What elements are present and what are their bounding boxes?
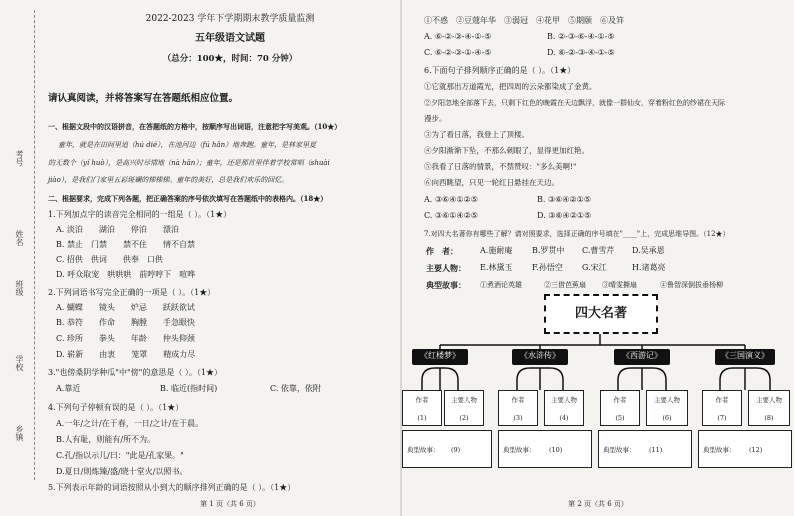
- option: C. 依靠，依附: [270, 384, 321, 393]
- character-option: G.宋江: [582, 263, 607, 272]
- passage-line: jiào），是我们门家里五彩斑斓的梯梯梯。童年的美好，总是我们欢乐的回忆。: [48, 176, 289, 184]
- author-box-label: 作者: [613, 396, 627, 404]
- option: B. 临近(指时间): [160, 384, 218, 393]
- answer-blank[interactable]: (3): [513, 414, 523, 422]
- author-box-label: 作者: [415, 396, 429, 404]
- author-box-label: 作者: [715, 396, 729, 404]
- school-label: 学校: [15, 355, 24, 371]
- option: B. 禁止 门禁 禁不住 情不自禁: [56, 240, 195, 249]
- character-box-label: 主要人物: [551, 396, 577, 404]
- option: A. 蝴蝶 镜头 炉忌 跃跃欲试: [56, 303, 195, 312]
- option: C. 珍所 拳头 年龄 仲头仰颈: [56, 334, 195, 343]
- sentence: ⑤我看了日落的情景，不禁赞叹："多么美啊!": [424, 162, 577, 171]
- option: A.一年/之计/在于春，一日/之计/在于晨。: [56, 419, 204, 428]
- center-node: 四大名著: [544, 294, 658, 334]
- question-6: 6.下面句子排列顺序正确的是（ ）。（1★）: [424, 66, 576, 75]
- exam-meta: （总分：100★，时间：70 分钟）: [162, 54, 298, 64]
- character-box-label: 主要人物: [756, 396, 782, 404]
- page-footer: 第 2 页（共 6 页）: [568, 500, 628, 508]
- sentence: ⑥向西眺望，只见一轮红日悬挂在天边。: [424, 178, 559, 187]
- section-two-heading: 二、根据要求，完成下列各题，把正确答案的序号依次填写在答题纸中的表格内。（18★）: [48, 194, 328, 203]
- instruction: 请认真阅读，并将答案写在答题纸相应位置。: [48, 93, 239, 104]
- option: D. 崭新 由衷 笼罩 精成力尽: [56, 350, 196, 359]
- class-label: 班级: [15, 280, 24, 296]
- story-box-label: 典型故事：: [407, 446, 440, 454]
- option: C.孔/指以示儿/曰："此是/孔家果。": [56, 451, 184, 460]
- exam-number-label: 考号: [15, 150, 24, 166]
- binding-margin: [4, 150, 38, 480]
- story-option: ③晴雯撕扇: [602, 281, 637, 289]
- question-4: 4.下列句子停顿有误的是（ ）。（1★）: [48, 403, 184, 412]
- character-option: H.诸葛亮: [632, 263, 666, 272]
- answer-blank[interactable]: (1): [417, 414, 427, 422]
- answer-blank[interactable]: (12): [749, 446, 763, 454]
- story-box-label: 典型故事：: [603, 446, 636, 454]
- option: B. 恭符 作命 胸膛 手急眼快: [56, 318, 195, 327]
- author-box: [702, 390, 742, 426]
- story-box-label: 典型故事：: [503, 446, 536, 454]
- author-box: [402, 390, 442, 426]
- story-box: [402, 430, 492, 468]
- story-option: ①煮酒论英雄: [480, 281, 522, 289]
- story-box: [598, 430, 692, 468]
- author-box: [600, 390, 640, 426]
- sentence: ③为了看日落，我登上了顶楼。: [424, 130, 529, 139]
- answer-blank[interactable]: (9): [451, 446, 461, 454]
- sentence: ④夕阳渐渐下坠，不那么刺眼了，显得更加红艳。: [424, 146, 589, 155]
- seal-line: [34, 10, 35, 480]
- character-option: F.孙悟空: [532, 263, 563, 272]
- author-option: A.施耐庵: [480, 246, 513, 255]
- option: C. ③⑥①④②⑤: [424, 211, 478, 220]
- character-option: E.林黛玉: [480, 263, 513, 272]
- author-box-label: 作者: [511, 396, 525, 404]
- authors-label: 作 者：: [426, 246, 458, 256]
- book-title-node: 《水浒传》: [512, 349, 568, 365]
- option: C. ⑥-②-③-①-④-⑤: [424, 48, 492, 57]
- question-1: 1.下列加点字的读音完全相同的一组是（ ）。（1★）: [48, 210, 232, 219]
- option: B.人有耻，则能有/所不为。: [56, 435, 156, 444]
- option: B. ③⑥④②①⑤: [537, 195, 591, 204]
- character-box: [444, 390, 484, 426]
- answer-blank[interactable]: (11): [649, 446, 663, 454]
- story-box: [498, 430, 592, 468]
- character-box-label: 主要人物: [654, 396, 680, 404]
- answer-blank[interactable]: (7): [717, 414, 727, 422]
- passage-line: 童年，就是在田间里追（hú dié），在池河边（fú hǎn）地奔跑。童年，是林家里夏: [58, 141, 317, 149]
- option: B. ②-③-⑥-④-①-⑤: [547, 32, 615, 41]
- book-title-node: 《红楼梦》: [412, 349, 468, 365]
- question-7: 7.对四大名著你有哪些了解？请对照要求，选择正确的序号填在"____"上，完成思维导图。（12★）: [424, 230, 730, 238]
- page-two: [402, 0, 794, 516]
- sentence: 漫步。: [424, 114, 447, 123]
- answer-blank[interactable]: (6): [662, 414, 672, 422]
- option: A. 淡泊 湖泊 停泊 漂泊: [56, 225, 179, 234]
- exam-subtitle: 五年级语文试题: [195, 33, 265, 44]
- option: A. ⑥-②-③-④-①-⑤: [424, 32, 492, 41]
- option: D. 呼众取宠 哄哄哄 前哼哼下 喧哗: [56, 270, 196, 279]
- answer-blank[interactable]: (8): [764, 414, 774, 422]
- option: A. ③⑥④①②⑤: [424, 195, 478, 204]
- answer-blank[interactable]: (4): [559, 414, 569, 422]
- story-option: ②三借芭蕉扇: [544, 281, 586, 289]
- option: C. 招供 供词 供奉 口供: [56, 255, 163, 264]
- age-term-list: ①不惑 ②豆蔻年华 ③弱冠 ④花甲 ⑤期颐 ⑥及笄: [424, 16, 624, 25]
- passage-line: 的无数个（yí huò），是高兴时尽情地（nà hǎn）；童年，还是那首里伴着学校常唱（shuài: [48, 159, 330, 167]
- sentence: ②夕阳忽地全部落下去，只剩下红色的晚霞在天边飘浮，就像一群仙女，穿着粉红色的纱裙在天际: [424, 99, 725, 107]
- option: A.靠近: [56, 384, 81, 393]
- answer-blank[interactable]: (5): [615, 414, 625, 422]
- question-2: 2.下列词语书写完全正确的一项是（ ）。（1★）: [48, 288, 216, 297]
- character-box-label: 主要人物: [451, 396, 477, 404]
- author-box: [498, 390, 538, 426]
- answer-blank[interactable]: (2): [459, 414, 469, 422]
- section-one-heading: 一、根据文段中的汉语拼音，在答题纸的方格中，按顺序写出词语，注意把字写美观。（10★）: [48, 122, 342, 131]
- book-title-node: 《西游记》: [614, 349, 670, 365]
- story-box: [698, 430, 792, 468]
- story-box-label: 典型故事：: [703, 446, 736, 454]
- characters-label: 主要人物：: [426, 263, 466, 273]
- name-label: 姓名: [15, 230, 24, 246]
- question-5: 5.下列表示年龄的词语按照从小到大的顺序排列正确的是（ ）。（1★）: [48, 483, 296, 492]
- answer-blank[interactable]: (10): [549, 446, 563, 454]
- author-option: D.吴承恩: [632, 246, 665, 255]
- option: D. ③⑥④②①⑤: [537, 211, 592, 220]
- author-option: C.曹雪芹: [582, 246, 615, 255]
- character-box: [748, 390, 790, 426]
- question-3: 3."也傍桑阴学种瓜"中"傍"的意思是（ ）。（1★）: [48, 368, 222, 377]
- option: D. ⑥-②-③-④-①-⑤: [547, 48, 615, 57]
- township-label: 乡镇: [15, 425, 24, 441]
- exam-title: 2022-2023 学年下学期期末教学质量监测: [145, 14, 315, 24]
- story-option: ④鲁智深倒拔垂杨柳: [660, 281, 723, 289]
- character-box: [646, 390, 688, 426]
- option: D.夏日/則炼臻/盛/晓十堂火/以照书。: [56, 467, 188, 476]
- author-option: B.罗贯中: [532, 246, 565, 255]
- stories-label: 典型故事：: [426, 280, 466, 290]
- sentence: ①它就那出万道霞光，把四周的云朵都染成了金黄。: [424, 82, 597, 91]
- book-title-node: 《三国演义》: [715, 349, 775, 365]
- page-footer: 第 1 页（共 6 页）: [200, 500, 260, 508]
- character-box: [544, 390, 584, 426]
